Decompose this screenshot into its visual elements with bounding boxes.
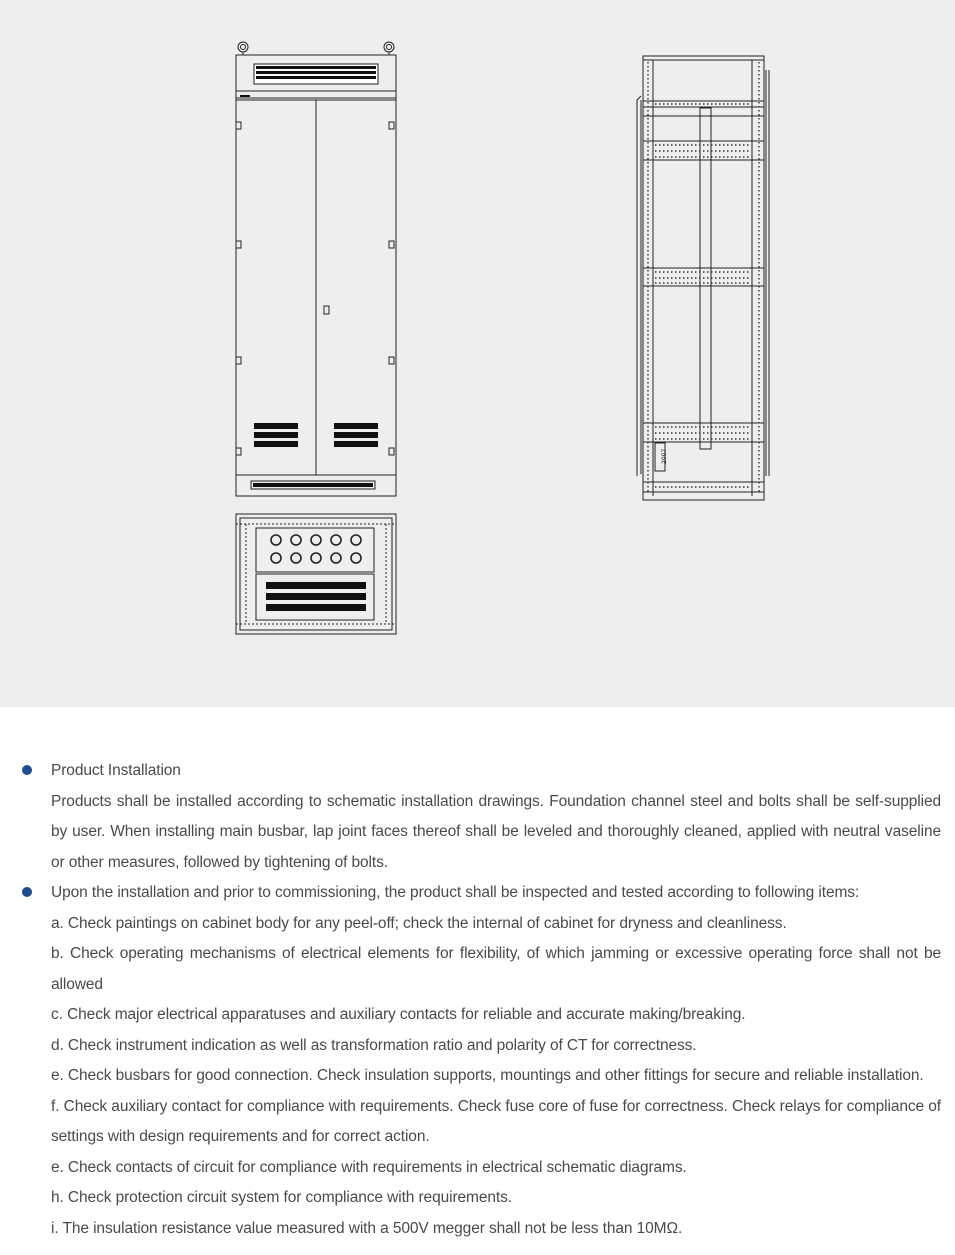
list-item: f. Check auxiliary contact for compliance with requirements. Check fuse core of fuse for correctness. Check relays for compliance of settings with design requirements and for correct action. [51, 1097, 941, 1145]
bullet-icon [22, 887, 32, 897]
section-heading: Upon the installation and prior to commissioning, the product shall be inspected and tested according to following items: [51, 884, 860, 901]
bullet-icon [22, 765, 32, 775]
list-item: e. Check busbars for good connection. Check insulation supports, mountings and other fittings for secure and reliable installation. [51, 1067, 924, 1084]
section-paragraph: Products shall be installed according to schematic installation drawings. Foundation channel steel and bolts shall be self-supplied by user. When installing main busbar, lap joint faces thereof shall be leveled and thoroughly cleaned, applied with neutral vaseline or other measures, followed by tightening of bolts. [51, 792, 941, 871]
top-view-cabinet [236, 514, 396, 634]
section-inspection [0, 878, 955, 1244]
list-item: a. Check paintings on cabinet body for any peel-off; check the internal of cabinet for dryness and cleanliness. [51, 914, 787, 932]
list-item: e. Check contacts of circuit for compliance with requirements in electrical schematic diagrams. [51, 1158, 687, 1176]
svg-text:2007: 2007 [661, 448, 668, 464]
section-heading: Product Installation [51, 762, 181, 779]
list-item: d. Check instrument indication as well as transformation ratio and polarity of CT for correctness. [51, 1036, 697, 1054]
list-item: c. Check major electrical apparatuses and auxiliary contacts for reliable and accurate making/breaking. [51, 1006, 746, 1023]
list-item: h. Check protection circuit system for compliance with requirements. [51, 1189, 512, 1206]
installation-content [0, 756, 955, 1244]
section-product-installation [0, 756, 955, 878]
list-item: b. Check operating mechanisms of electrical elements for flexibility, of which jamming or excessive operating force shall not be allowed [51, 945, 941, 993]
list-item: i. The insulation resistance value measured with a 500V megger shall not be less than 10MΩ. [51, 1219, 683, 1237]
